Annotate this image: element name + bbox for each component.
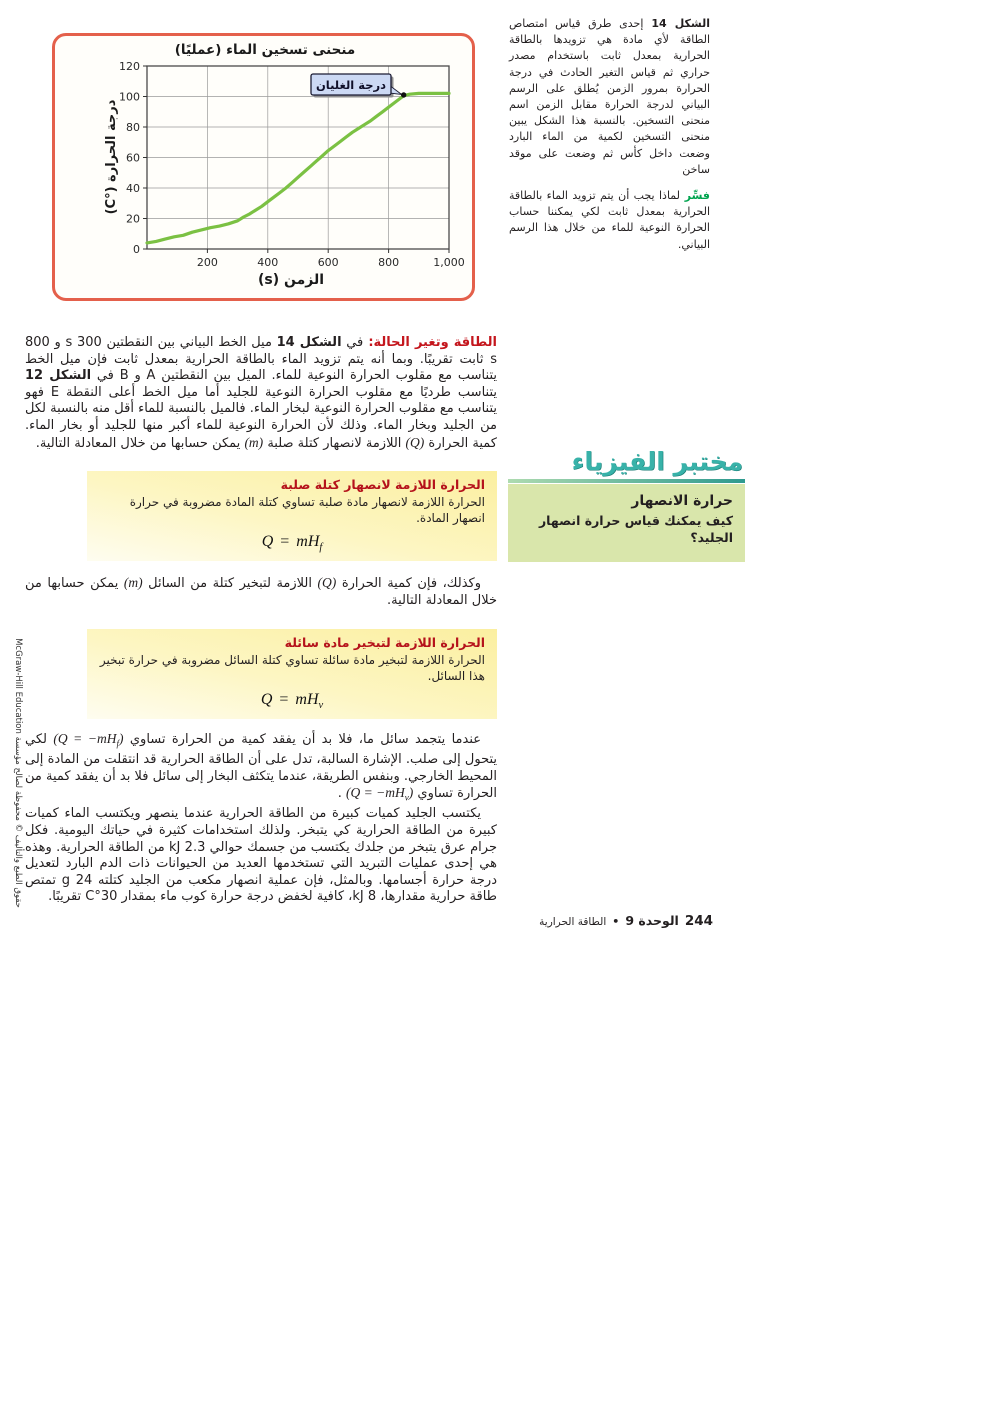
y-tick-label: 20: [126, 212, 140, 226]
x-tick-label: 400: [257, 256, 279, 269]
equation-subscript-v: v: [318, 699, 324, 711]
equation-mh: mH: [296, 533, 320, 551]
vaporization-equation: [99, 691, 485, 711]
equation-mh: mH: [295, 690, 319, 708]
fusion-box-title: الحرارة اللازمة لانصهار كتلة صلبة: [280, 477, 485, 493]
page-footer: [539, 913, 713, 929]
heating-curve-chart: [55, 36, 472, 298]
x-tick-label: 600: [317, 256, 339, 269]
figure-14-caption: [509, 16, 710, 253]
footer-section-label: الطاقة الحرارية: [539, 916, 607, 928]
figure-explain-prompt: فسِّر لماذا يجب أن يتم تزويد الماء بالطاقة الحرارية بمعدل ثابت لكي يمكننا حساب الحرارة النوعية للماء من خلال هذا الرسم البياني.: [509, 189, 710, 251]
boiling-point-marker: [401, 92, 406, 97]
equation-q: Q: [261, 533, 274, 551]
equation-equals: =: [280, 533, 290, 551]
fusion-box-text: الحرارة اللازمة لانصهار مادة صلبة تساوي كتلة المادة مضروبة في حرارة انصهار المادة.: [129, 495, 485, 526]
y-tick-label: 80: [126, 121, 140, 134]
y-axis-label: درجة الحرارة (°C): [104, 99, 119, 215]
figure-caption-text: الشكل 14 إحدى طرق قياس امتصاص الطاقة لأي مادة هي تزويدها بالطاقة الحرارية بمعدل ثابت باستخدام مصدر حراري ثم قياس التغير الحادث في درجة الحرارة بمرور الزمن يُطلق على الرسم البياني لدرجة الحرارة مقابل الزمن اسم منحنى التسخين. بالنسبة هذا الشكل يبين منحنى التسخين لكمية من الماء البارد وضعت داخل كأس ثم وضعت على موقد ساخن: [509, 17, 711, 176]
y-tick-label: 100: [119, 90, 140, 104]
page-number: 244: [684, 913, 713, 929]
paragraph-vaporization-intro: وكذلك، فإن كمية الحرارة (Q) اللازمة لتبخير كتلة من السائل (m) يمكن حسابها من خلال المعادلة التالية.: [25, 575, 497, 608]
x-tick-label: 200: [196, 256, 218, 269]
paragraph-everyday-examples: يكتسب الجليد كميات كبيرة من الطاقة الحرارية عندما ينصهر ويكتسب الماء كميات كبيرة من الطاقة الحرارية كي يتبخر. ولذلك استخدامات كثيرة في حياتك اليومية. فكل جرام عرق يتبخر من جلدك يكتسب من جسمك حوالي 2.3 kJ من الطاقة الحرارية. وهذه هي إحدى عمليات التبريد التي تستخدمها العديد من الحيوانات ذات الدم البارد لتعديل درجة حرارة أجسامها. وبالمثل، فإن عملية انصهار مكعب من الجليد كتلته 24 g تمتص طاقة حرارية مقدارها، 8 kJ، كافية لخفض درجة حرارة كوب ماء بمقدار 30°C تقريبًا.: [25, 806, 497, 905]
physics-lab-rule: [508, 479, 745, 483]
fusion-equation: [99, 533, 485, 553]
chart-title: منحنى تسخين الماء (عمليًا): [174, 42, 356, 58]
equation-subscript-f: f: [319, 542, 323, 554]
footer-unit-label: الوحدة 9: [625, 913, 679, 928]
physics-lab-header: مختبر الفيزياء: [571, 447, 743, 476]
x-tick-label: 1,000: [433, 256, 465, 269]
fusion-heat-box: [87, 471, 497, 561]
equation-q: Q: [260, 690, 273, 708]
equation-equals: =: [279, 690, 289, 708]
main-text-column: [25, 335, 497, 906]
paragraph-energy-state-change: الطاقة وتغير الحالة: في الشكل 14 ميل الخط البياني بين النقطتين 300 s و 800 s ثابت تقريبًا. وبما أنه يتم تزويد الماء بالطاقة الحرارية بمعدل ثابت فإن ميل الخط يتناسب مع مقلوب الحرارة النوعية للماء. الميل بين النقطتين A و B في الشكل 12 يتناسب طرديًا مع مقلوب الحرارة النوعية للجليد أما ميل الخط أعلى النقطة E فهو يتناسب مع مقلوب الحرارة النوعية لبخار الماء. فالميل بالنسبة للماء أقل منه بالنسبة لكل من الجليد وبخار الماء. وذلك لأن الحرارة النوعية للماء أكبر منها للجليد أو بخار الماء. كمية الحرارة (Q) اللازمة لانصهار كتلة صلبة (m) يمكن حسابها من خلال المعادلة التالية.: [25, 335, 498, 451]
copyright-vertical-text: حقوق الطبع والتأليف © محفوظة لصالح مؤسسة McGraw-Hill Education: [13, 638, 23, 908]
y-tick-label: 40: [126, 182, 140, 195]
y-tick-label: 120: [119, 60, 140, 73]
footer-bullet: •: [612, 915, 620, 928]
x-axis-label: الزمن (s): [257, 272, 325, 288]
lab-question: كيف يمكنك قياس حرارة انصهار الجليد؟: [538, 512, 733, 545]
paragraph-freezing-condensation: عندما يتجمد سائل ما، فلا بد أن يفقد كمية من الحرارة تساوي $(Q = -mH_f)$ لكي يتحول إلى صلب. الإشارة السالبة، تدل على أن الطاقة الحرارية قد انتقلت من المادة إلى المحيط الخارجي. وبنفس الطريقة، عندما يتكثف البخار إلى سائل فلا بد أن يفقد كمية من الحرارة تساوي $(Q = -mH_v)$ .: [25, 730, 497, 803]
y-tick-label: 60: [126, 151, 140, 165]
figure-14-chart-box: [52, 33, 475, 301]
vaporization-heat-box: [87, 629, 497, 719]
heating-curve-line: [147, 93, 449, 243]
vaporization-box-text: الحرارة اللازمة لتبخير مادة سائلة تساوي كتلة السائل مضروبة في حرارة تبخير هذا السائل.: [99, 652, 485, 683]
x-tick-label: 800: [378, 256, 400, 269]
physics-lab-box: [508, 484, 745, 562]
vaporization-box-title: الحرارة اللازمة لتبخير مادة سائلة: [284, 634, 485, 650]
physics-lab-sidebar: [508, 448, 745, 562]
boiling-point-label: درجة الغليان: [315, 78, 387, 92]
lab-title: حرارة الانصهار: [631, 492, 733, 509]
y-tick-label: 0: [133, 243, 140, 256]
